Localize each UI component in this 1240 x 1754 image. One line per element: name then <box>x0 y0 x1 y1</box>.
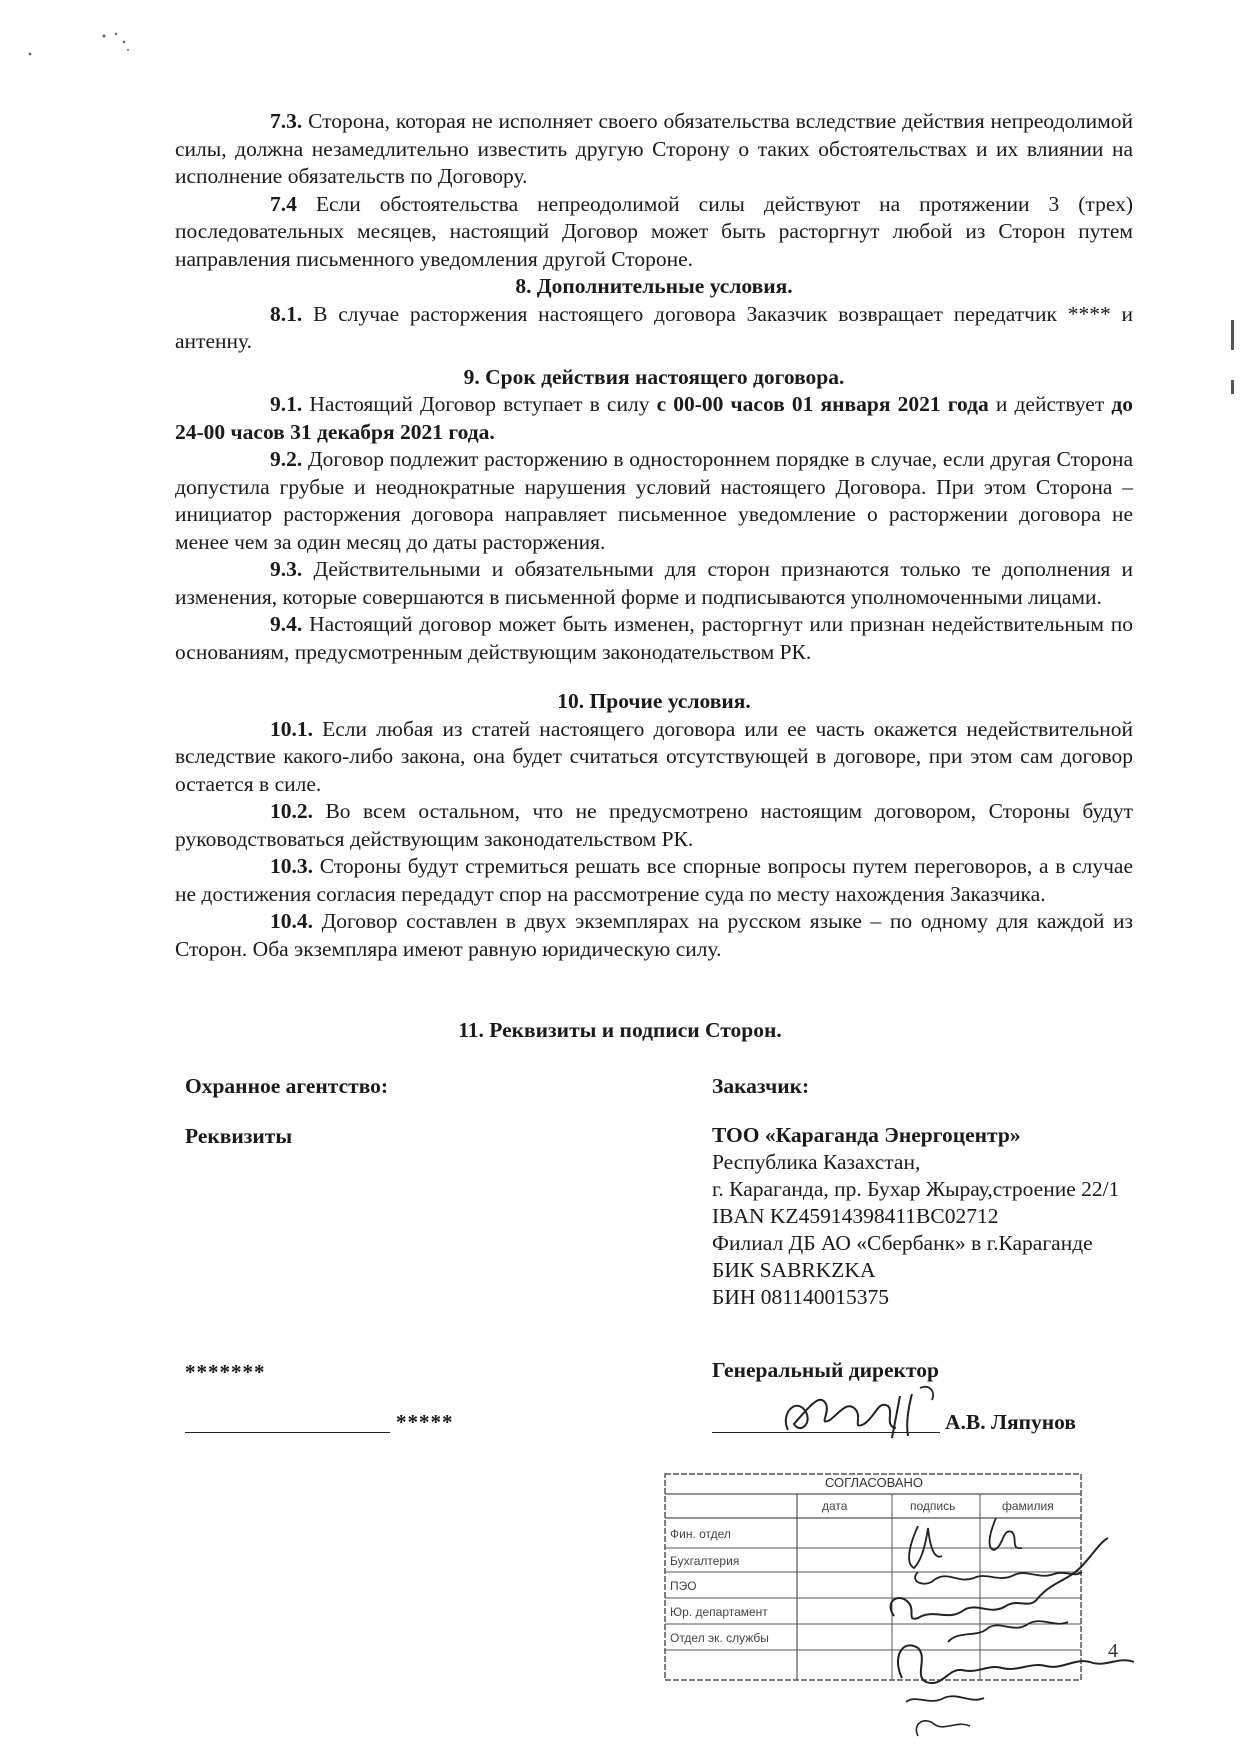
paragraph-10-1: 10.1. Если любая из статей настоящего договора или ее часть окажется недействительной вследствие какого-либо закона, она будет считаться отсутствующей в договоре, при этом сам договор остается в силе. <box>175 716 1133 796</box>
stamp-row-label: Бухгалтерия <box>670 1554 740 1568</box>
contract-body <box>175 108 1133 963</box>
stamp-row-label: Отдел эк. службы <box>670 1631 769 1645</box>
address-line: БИН 081140015375 <box>712 1285 889 1309</box>
address-line: БИК SABRKZKA <box>712 1258 876 1282</box>
paragraph-9-3: 9.3. Действительными и обязательными для сторон признаются только те дополнения и изменения, которые совершаются в письменной форме и подписываются уполномоченными лицами. <box>175 557 1134 609</box>
scan-edge-mark <box>1231 320 1234 350</box>
stamp-header: СОГЛАСОВАНО <box>824 1475 924 1490</box>
section-8-title: 8. Дополнительные условия. <box>515 274 793 298</box>
stamp-col-date: дата <box>822 1499 848 1513</box>
address-line: г. Караганда, пр. Бухар Жырау,строение 22/1 <box>712 1177 1120 1201</box>
agency-header: Охранное агентство: <box>185 1074 389 1098</box>
director-name: А.В. Ляпунов <box>945 1410 1076 1434</box>
agency-signature-line <box>185 1432 390 1433</box>
paragraph-9-2: 9.2. Договор подлежит расторжению в одностороннем порядке в случае, если другая Сторона допустила грубые и неоднократные нарушения условий настоящего Договора. При этом Сторона – инициатор расторжения договора направляет письменное уведомление о расторжении договора не менее чем за один месяц до даты расторжения. <box>175 447 1134 554</box>
stamp-row-label: Фин. отдел <box>670 1527 731 1541</box>
stamp-col-sign: подпись <box>910 1499 956 1513</box>
director-title: Генеральный директор <box>712 1358 939 1382</box>
approval-signatures <box>878 1498 1218 1748</box>
agency-requisites <box>185 1072 388 1150</box>
address-line: Филиал ДБ АО «Сбербанк» в г.Караганде <box>712 1231 1093 1255</box>
paragraph-7-4: 7.4 Если обстоятельства непреодолимой силы действуют на протяжении 3 (трех) последовательных месяцев, настоящий Договор может быть расторгнут любой из Сторон путем направления письменного уведомления другой Стороне. <box>175 191 1134 271</box>
scan-specks <box>20 28 140 68</box>
paragraph-9-1: 9.1. Настоящий Договор вступает в силу с 00-00 часов 01 января 2021 года и действует до 24-00 часов 31 декабря 2021 года. <box>175 392 1134 444</box>
scan-edge-mark <box>1231 380 1234 394</box>
stamp-row-label: Юр. департамент <box>670 1605 768 1619</box>
paragraph-10-4: 10.4. Договор составлен в двух экземплярах на русском языке – по одному для каждой из Сторон. Оба экземпляра имеют равную юридическую силу. <box>175 909 1134 961</box>
company-name: ТОО «Караганда Энергоцентр» <box>712 1123 1021 1147</box>
agency-requisites-label: Реквизиты <box>185 1124 293 1148</box>
paragraph-8-1: 8.1. В случае расторжения настоящего договора Заказчик возвращает передатчик **** и антенну. <box>175 301 1134 353</box>
address-line: IBAN KZ45914398411BC02712 <box>712 1204 999 1228</box>
agency-signatory-placeholder: ******* <box>185 1360 266 1384</box>
director-signature <box>760 1378 970 1448</box>
stamp-row-label: ПЭО <box>670 1579 697 1593</box>
agency-name-placeholder: ***** <box>396 1410 454 1434</box>
paragraph-7-3: 7.3. Сторона, которая не исполняет своего обязательства вследствие действия непреодолимой силы, должна незамедлительно известить другую Сторону о таких обстоятельствах и их влиянии на исполнение обязательств по Договору. <box>175 109 1134 188</box>
section-11-title: 11. Реквизиты и подписи Сторон. <box>458 1018 782 1042</box>
customer-address <box>712 1122 1119 1311</box>
paragraph-10-3: 10.3. Стороны будут стремиться решать все спорные вопросы путем переговоров, а в случае не достижения согласия передадут спор на рассмотрение суда по месту нахождения Заказчика. <box>175 854 1134 906</box>
section-9-title: 9. Срок действия настоящего договора. <box>463 364 845 389</box>
paragraph-9-4: 9.4. Настоящий договор может быть изменен, расторгнут или признан недействительным по основаниям, предусмотренным действующим законодательством РК. <box>175 612 1133 664</box>
page-number: 4 <box>1108 1640 1118 1662</box>
address-line: Республика Казахстан, <box>712 1150 921 1174</box>
section-10-title: 10. Прочие условия. <box>557 689 751 713</box>
stamp-col-surname: фамилия <box>1002 1499 1054 1513</box>
customer-header: Заказчик: <box>712 1074 810 1098</box>
customer-requisites <box>712 1072 1119 1311</box>
paragraph-10-2: 10.2. Во всем остальном, что не предусмотрено настоящим договором, Стороны будут руководствоваться действующим законодательством РК. <box>175 799 1133 851</box>
